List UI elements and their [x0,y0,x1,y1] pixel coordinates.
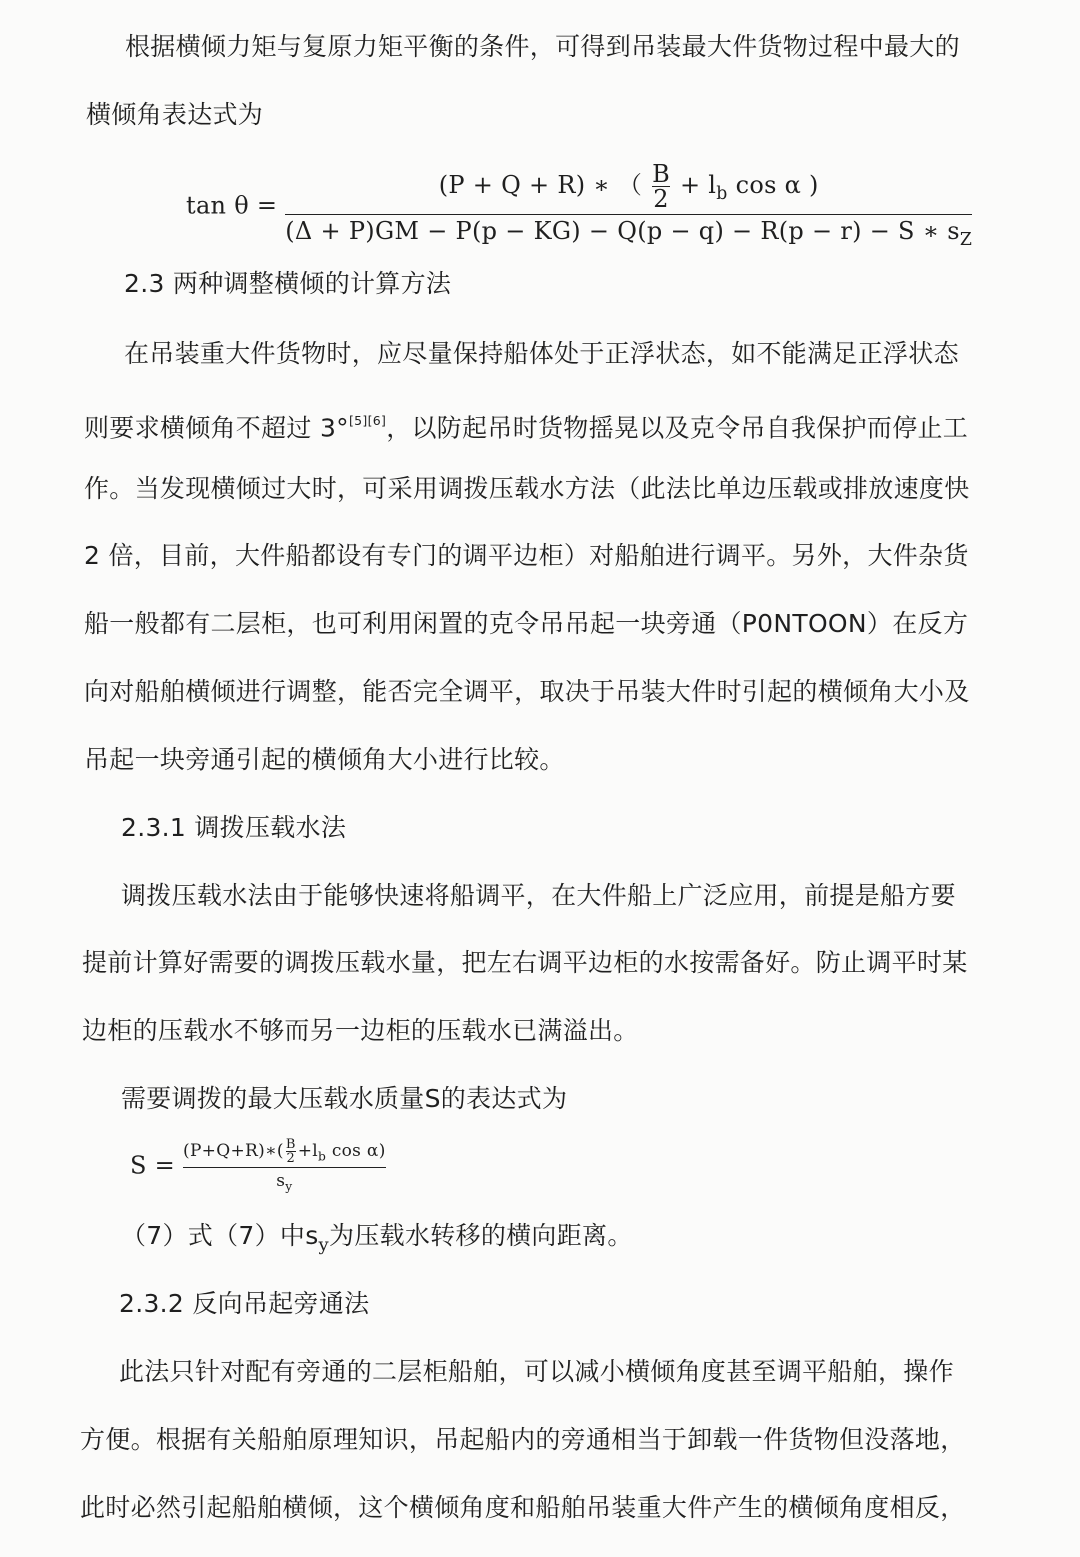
text-span: 为压载水转移的横向距离。 [329,1221,633,1250]
paragraph-text-line: 此时必然引起船舶横倾，这个横倾角度和船舶吊装重大件产生的横倾角度相反， [80,1493,966,1522]
formula-subscript: b [716,184,728,205]
formula-denominator [276,1168,292,1194]
paragraph-text-line: 作。当发现横倾过大时，可采用调拨压载水方法（此法比单边压载或排放速度快 [84,474,970,503]
paragraph-text-line: 此法只针对配有旁通的二层柜船舶，可以减小横倾角度甚至调平船舶，操作 [119,1357,954,1386]
formula-subscript: y [285,1179,293,1194]
formula-lhs: S = [130,1151,184,1180]
paragraph-text-line: 2 倍，目前，大件船都设有专门的调平边柜）对船舶进行调平。另外，大件杂货 [84,541,969,570]
formula-num-part: (P + Q + R) ∗ （ [438,171,643,199]
paragraph-text-line: 吊起一块旁通引起的横倾角大小进行比较。 [84,745,565,774]
formula-inner-den: 2 [653,185,669,213]
section-heading: 2.3.2 反向吊起旁通法 [119,1289,370,1318]
formula-inner-fraction [652,162,670,211]
formula-inner-num: B [285,1137,296,1152]
formula-subscript: b [317,1149,327,1164]
formula-subscript: Z [959,230,973,251]
paragraph-text-line: 调拨压载水法由于能够快速将船调平，在大件船上广泛应用，前提是船方要 [121,881,956,910]
paragraph-text-line: 船一般都有二层柜，也可利用闲置的克令吊吊起一块旁通（P0NTOON）在反方 [84,609,969,638]
formula-num-part: (P+Q+R)∗( [183,1141,284,1161]
formula-inner-den: 2 [286,1151,296,1166]
text-span: 则要求横倾角不超过 3° [84,413,349,443]
citation-reference: [5][6] [348,413,387,428]
formula-denominator [285,215,972,251]
paragraph-text-line [84,406,968,443]
paragraph-text-line: 边柜的压载水不够而另一边柜的压载水已满溢出。 [82,1016,639,1045]
text-span: ，以防起吊时货物摇晃以及克令吊自我保护而停止工 [386,413,969,443]
formula-numerator [183,1138,386,1167]
paragraph-text-line [121,1221,633,1260]
formula-num-part: cos α) [326,1141,386,1161]
text-span: （7）式（7）中s [121,1221,319,1250]
formula-fraction [183,1138,386,1194]
formula-lhs: tan θ = [186,191,286,220]
paragraph-text-line: 横倾角表达式为 [86,100,264,129]
formula-inner-num: B [652,160,671,188]
paragraph-text-line: 在吊装重大件货物时，应尽量保持船体处于正浮状态，如不能满足正浮状态 [124,339,959,368]
formula-num-part: +l [297,1141,318,1161]
paragraph-text-line: 需要调拨的最大压载水质量S的表达式为 [121,1084,568,1113]
formula-s [130,1138,386,1194]
formula-fraction [285,162,972,251]
paragraph-text-line: 向对船舶横倾进行调整，能否完全调平，取决于吊装大件时引起的横倾角大小及 [84,677,970,706]
paragraph-text-line: 方便。根据有关船舶原理知识，吊起船内的旁通相当于卸载一件货物但没落地， [80,1425,966,1454]
section-heading: 2.3 两种调整横倾的计算方法 [124,269,452,298]
section-heading: 2.3.1 调拨压载水法 [121,813,347,842]
formula-den-part: (Δ + P)GM − P(p − KG) − Q(p − q) − R(p − r) − S ∗ s [285,217,960,245]
formula-numerator [439,162,819,214]
formula-inner-fraction [286,1138,296,1165]
formula-den-part: s [276,1171,286,1191]
formula-tan-theta [186,162,972,251]
paragraph-text-line: 根据横倾力矩与复原力矩平衡的条件，可得到吊装最大件货物过程中最大的 [125,32,960,61]
paragraph-text-line: 提前计算好需要的调拨压载水量，把左右调平边柜的水按需备好。防止调平时某 [82,948,968,977]
formula-num-part: + l [679,171,717,199]
formula-subscript: y [318,1234,330,1256]
formula-num-part: cos α ) [727,171,819,199]
